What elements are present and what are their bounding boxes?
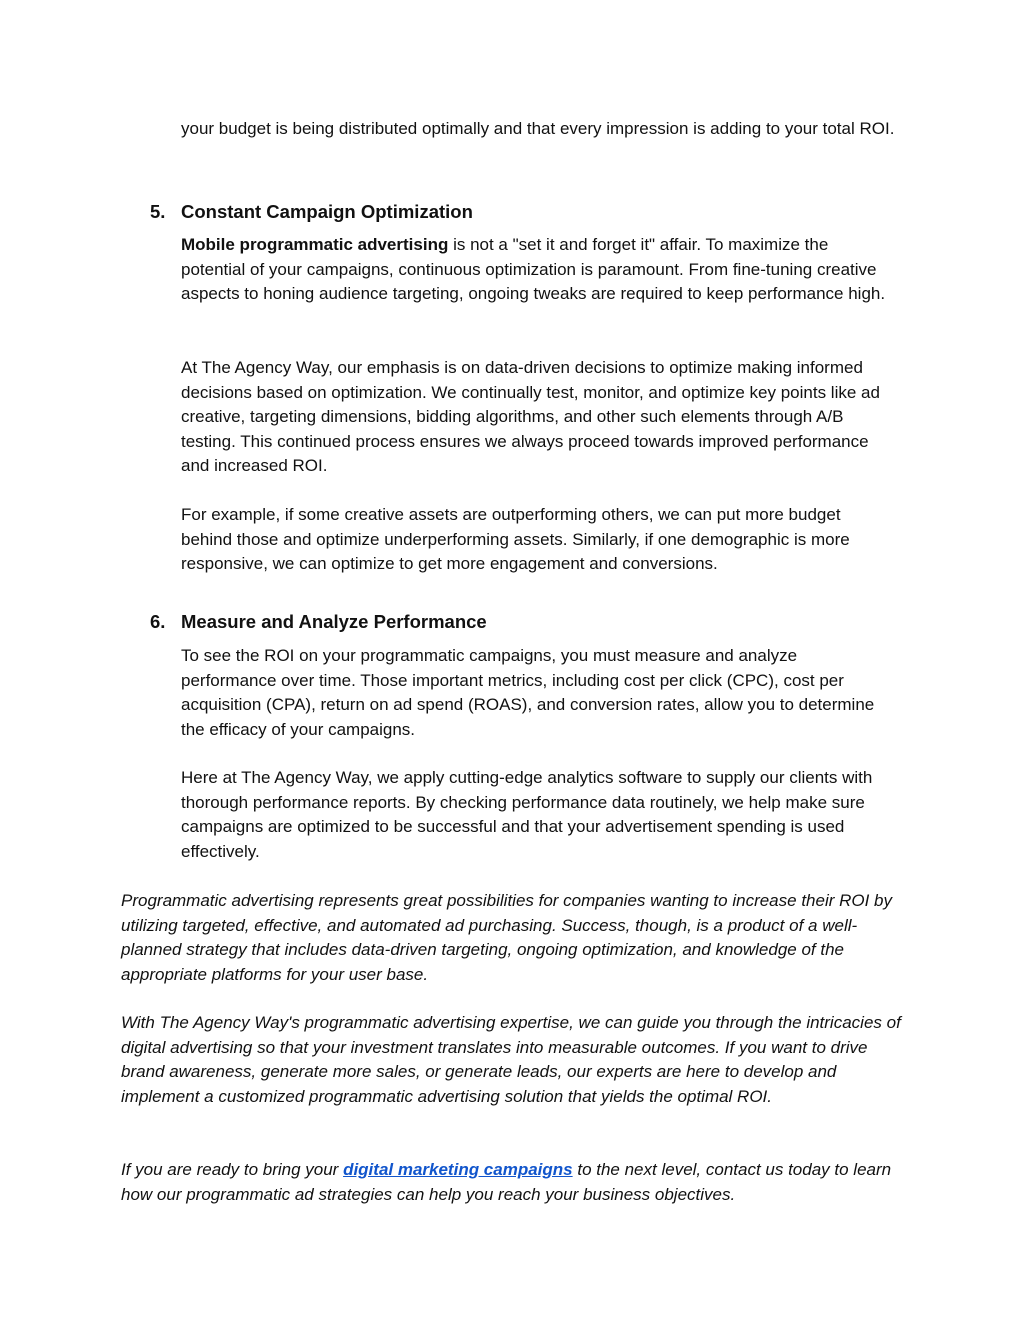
section-5-paragraph-1: [181, 233, 896, 307]
mobile-programmatic-advertising-term: Mobile programmatic advertising: [181, 235, 449, 254]
section-6-paragraph-2: Here at The Agency Way, we apply cutting-edge analytics software to supply our clients with thorough performance reports. By checking performance data routinely, we help make sure campaigns are optimized to be successful and that your advertisement spending is used effectively.: [181, 768, 873, 861]
conclusion-paragraph-3-tail: to the next level, contact us today to learn how our programmatic ad strategies can help you reach your business objectives.: [121, 1160, 892, 1204]
section-6-title: Measure and Analyze Performance: [181, 611, 487, 632]
section-6-paragraph-1: To see the ROI on your programmatic campaigns, you must measure and analyze performance over time. Those important metrics, including cost per click (CPC), cost per acquisition (CPA), return on ad spend (ROAS), and conversion rates, allow you to determine the efficacy of your campaigns.: [181, 646, 875, 739]
section-5-paragraph-1-text: is not a "set it and forget it" affair. To maximize the potential of your campaigns, continuous optimization is paramount. From fine-tuning creative aspects to honing audience targeting, ongoing tweaks are required to keep performance high.: [181, 235, 886, 303]
conclusion-paragraph-1: Programmatic advertising represents great possibilities for companies wanting to increase their ROI by utilizing targeted, effective, and automated ad purchasing. Success, though, is a product of a well-planned strategy that includes data-driven targeting, ongoing optimization, and knowledge of the appropriate platforms for your user base.: [121, 891, 893, 984]
section-5-paragraph-2: At The Agency Way, our emphasis is on data-driven decisions to optimize making informed decisions based on optimization. We continually test, monitor, and optimize key points like ad creative, targeting dimensions, bidding algorithms, and other such elements through A/B testing. This continued process ensures we always proceed towards improved performance and increased ROI.: [181, 358, 880, 475]
conclusion-paragraph-3: [121, 1158, 901, 1207]
section-6-number: 6.: [150, 611, 166, 632]
section-5-number: 5.: [150, 201, 166, 222]
section-5-title: Constant Campaign Optimization: [181, 201, 473, 222]
intro-continuation-paragraph: your budget is being distributed optimally and that every impression is adding to your total ROI.: [181, 119, 895, 138]
section-5-paragraph-3: For example, if some creative assets are outperforming others, we can put more budget behind those and optimize underperforming assets. Similarly, if one demographic is more responsive, we can optimize to get more engagement and conversions.: [181, 505, 850, 573]
conclusion-paragraph-2: With The Agency Way's programmatic advertising expertise, we can guide you through the intricacies of digital advertising so that your investment translates into measurable outcomes. If you want to drive brand awareness, generate more sales, or generate leads, our experts are here to develop and implement a customized programmatic advertising solution that yields the optimal ROI.: [121, 1013, 901, 1106]
section-6-heading: [150, 610, 487, 634]
digital-marketing-campaigns-link[interactable]: digital marketing campaigns: [343, 1160, 573, 1179]
conclusion-paragraph-3-lead: If you are ready to bring your: [121, 1160, 344, 1179]
section-5-heading: [150, 200, 473, 224]
